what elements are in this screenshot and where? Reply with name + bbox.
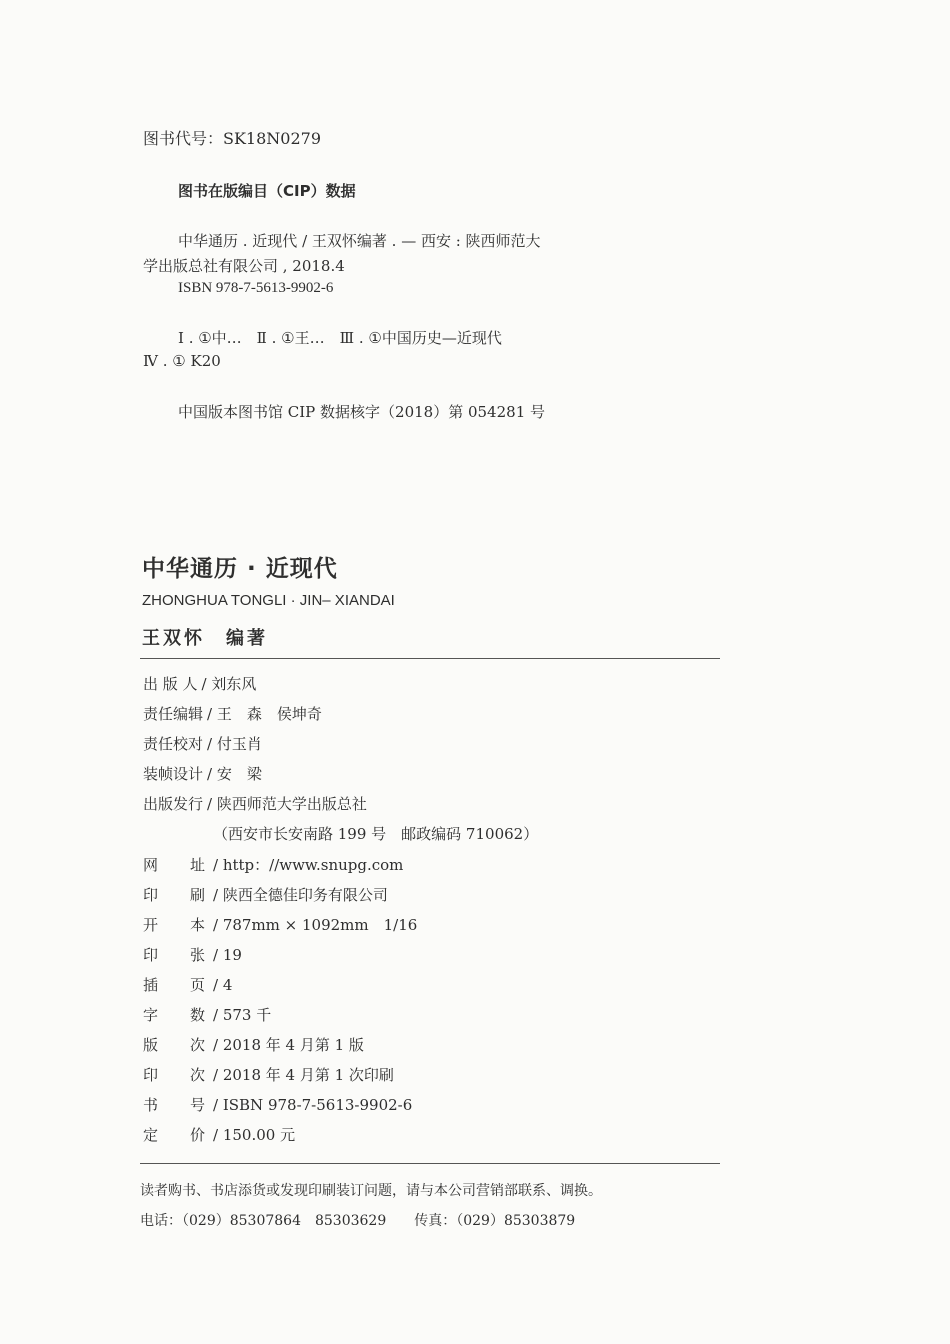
book-title-pinyin: ZHONGHUA TONGLI · JIN– XIANDAI — [142, 592, 395, 609]
spec-value: / 4 — [213, 976, 233, 994]
spec-format — [143, 914, 417, 935]
spec-label-char1: 印 — [143, 946, 159, 964]
author-line: 王双怀 编著 — [142, 628, 268, 649]
spec-website — [143, 854, 403, 875]
divider-bottom — [140, 1163, 720, 1164]
spec-label-char1: 字 — [143, 1006, 159, 1024]
spec-label-char1: 定 — [143, 1126, 159, 1144]
spec-word-count — [143, 1004, 271, 1025]
spec-value: / 陕西全德佳印务有限公司 — [213, 886, 388, 904]
cip-isbn: ISBN 978-7-5613-9902-6 — [178, 280, 334, 296]
credit-editor — [143, 703, 322, 724]
spec-label-char1: 版 — [143, 1036, 159, 1054]
spec-label-char1: 印 — [143, 1066, 159, 1084]
cip-verification: 中国版本图书馆 CIP 数据核字（2018）第 054281 号 — [178, 403, 546, 421]
credit-proofreader — [143, 733, 262, 754]
spec-printer — [143, 884, 388, 905]
publisher-address: （西安市长安南路 199 号 邮政编码 710062） — [213, 825, 539, 843]
spec-label-char2: 价 — [190, 1126, 206, 1144]
credit-label: 装帧设计 — [143, 765, 204, 783]
spec-price — [143, 1124, 295, 1145]
credit-value: / 安 梁 — [207, 765, 262, 783]
spec-value: / ISBN 978-7-5613-9902-6 — [213, 1096, 413, 1114]
spec-edition — [143, 1034, 364, 1055]
spec-label-char2: 数 — [190, 1006, 206, 1024]
cip-subjects-line2: Ⅳ . ① K20 — [143, 352, 221, 370]
book-code: 图书代号：SK18N0279 — [143, 129, 321, 148]
spec-value: / 2018 年 4 月第 1 次印刷 — [213, 1066, 394, 1084]
spec-label-char2: 刷 — [190, 886, 206, 904]
spec-label-char2: 号 — [190, 1096, 206, 1114]
spec-label-char2: 张 — [190, 946, 206, 964]
spec-value: / http：//www.snupg.com — [213, 856, 404, 874]
credit-distributor — [143, 793, 367, 814]
credit-value: / 陕西师范大学出版总社 — [207, 795, 367, 813]
credit-value: / 刘东风 — [201, 675, 257, 693]
spec-value: / 150.00 元 — [213, 1126, 296, 1144]
spec-label-char2: 页 — [190, 976, 206, 994]
spec-label-char1: 开 — [143, 916, 159, 934]
credit-value: / 付玉肖 — [207, 735, 262, 753]
spec-value: / 19 — [213, 946, 242, 964]
spec-label-char1: 书 — [143, 1096, 159, 1114]
spec-label-char1: 插 — [143, 976, 159, 994]
cip-subjects-line1: Ⅰ . ①中… Ⅱ . ①王… Ⅲ . ①中国历史—近现代 — [178, 329, 502, 347]
credit-label: 出 版 人 — [143, 675, 198, 693]
spec-label-char2: 次 — [190, 1036, 206, 1054]
credit-label: 责任编辑 — [143, 705, 204, 723]
cip-entry-line2: 学出版总社有限公司 , 2018.4 — [143, 257, 345, 275]
credit-label: 出版发行 — [143, 795, 204, 813]
footer-phone: 电话：（029）85307864 85303629 传真：（029）85303879 — [140, 1213, 576, 1229]
spec-label-char2: 次 — [190, 1066, 206, 1084]
spec-label-char1: 网 — [143, 856, 159, 874]
spec-label-char1: 印 — [143, 886, 159, 904]
spec-label-char2: 本 — [190, 916, 206, 934]
divider-top — [140, 658, 720, 659]
cip-entry-line1: 中华通历 . 近现代 / 王双怀编著 . — 西安 : 陕西师范大 — [178, 232, 541, 250]
spec-sheets — [143, 944, 242, 965]
spec-value: / 787mm × 1092mm 1/16 — [213, 916, 418, 934]
cip-heading: 图书在版编目（CIP）数据 — [178, 182, 356, 200]
credit-value: / 王 森 侯坤奇 — [207, 705, 322, 723]
credit-designer — [143, 763, 262, 784]
spec-label-char2: 址 — [190, 856, 206, 874]
spec-isbn — [143, 1094, 412, 1115]
footer-notice: 读者购书、书店添货或发现印刷装订问题，请与本公司营销部联系、调换。 — [140, 1183, 602, 1199]
book-title-chinese: 中华通历 · 近现代 — [142, 556, 338, 582]
spec-value: / 2018 年 4 月第 1 版 — [213, 1036, 364, 1054]
credit-publisher — [143, 673, 256, 694]
spec-inserts — [143, 974, 232, 995]
spec-value: / 573 千 — [213, 1006, 272, 1024]
credit-label: 责任校对 — [143, 735, 204, 753]
spec-printing — [143, 1064, 394, 1085]
